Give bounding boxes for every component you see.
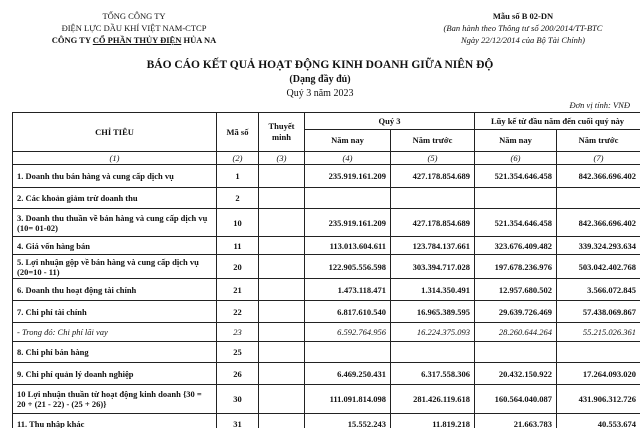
value-ytd-prev-year: 842.366.696.402 [557,165,640,188]
value-ytd-this-year: 521.354.646.458 [475,165,557,188]
row-label: 11. Thu nhập khác [13,414,217,428]
form-regulation-date: Ngày 22/12/2014 của Bộ Tài Chính) [461,35,585,45]
header-quarter-prev-year: Năm trước [391,130,475,152]
report-period: Quý 3 năm 2023 [286,88,354,99]
value-quarter-prev-year [391,342,475,363]
value-ytd-prev-year: 55.215.026.361 [557,323,640,342]
value-quarter-prev-year: 6.317.558.306 [391,363,475,385]
value-quarter-this-year: 235.919.161.209 [305,165,391,188]
row-code: 21 [217,279,259,301]
table-row [13,414,640,428]
value-ytd-prev-year: 17.264.093.020 [557,363,640,385]
row-code: 22 [217,301,259,323]
header-ytd: Lũy kế từ đầu năm đến cuối quý này [475,113,640,130]
value-ytd-prev-year: 503.042.402.768 [557,255,640,279]
value-ytd-prev-year [557,188,640,209]
value-ytd-prev-year: 57.438.069.867 [557,301,640,323]
header-indicator: CHỈ TIÊU [13,113,217,152]
value-ytd-this-year: 20.432.150.922 [475,363,557,385]
value-ytd-this-year: 521.354.646.458 [475,209,557,237]
row-note [259,165,305,188]
value-quarter-prev-year [391,188,475,209]
row-note [259,323,305,342]
row-note [259,414,305,428]
form-code: Mẫu số B 02-DN [492,11,554,21]
header-note: Thuyết minh [259,113,305,152]
value-quarter-prev-year: 1.314.350.491 [391,279,475,301]
value-quarter-prev-year: 123.784.137.661 [391,237,475,255]
row-code: 1 [217,165,259,188]
row-label: - Trong đó: Chi phí lãi vay [13,323,217,342]
value-ytd-this-year: 29.639.726.469 [475,301,557,323]
value-quarter-prev-year: 427.178.854.689 [391,165,475,188]
table-row [13,188,640,209]
company-name-suffix: HỦA NA [181,35,217,45]
value-ytd-this-year [475,342,557,363]
value-quarter-this-year: 6.817.610.540 [305,301,391,323]
header-ytd-this-year: Năm nay [475,130,557,152]
value-quarter-this-year [305,342,391,363]
row-code: 10 [217,209,259,237]
row-code: 2 [217,188,259,209]
table-row [13,342,640,363]
value-ytd-prev-year: 339.324.293.634 [557,237,640,255]
row-label: 6. Doanh thu hoạt động tài chính [13,279,217,301]
header-quarter-this-year: Năm nay [305,130,391,152]
company-name-prefix: CÔNG TY [51,35,93,45]
value-ytd-this-year: 160.564.040.087 [475,385,557,414]
table-row [13,255,640,279]
issuer-header [14,10,254,46]
column-index: (6) [475,152,557,165]
value-ytd-this-year: 28.260.644.264 [475,323,557,342]
column-index-row [13,152,640,165]
row-code: 23 [217,323,259,342]
parent-company-name: ĐIỆN LỰC DẦU KHÍ VIỆT NAM-CTCP [61,23,207,33]
value-ytd-this-year [475,188,557,209]
row-note [259,301,305,323]
column-index: (5) [391,152,475,165]
column-index: (7) [557,152,640,165]
table-row [13,279,640,301]
report-subtitle: (Dạng đầy đủ) [289,74,351,85]
value-ytd-prev-year: 842.366.696.402 [557,209,640,237]
header-code: Mã số [217,113,259,152]
column-index: (3) [259,152,305,165]
value-quarter-this-year: 15.552.243 [305,414,391,428]
row-label: 9. Chi phí quản lý doanh nghiệp [13,363,217,385]
table-row [13,323,640,342]
value-quarter-prev-year: 303.394.717.028 [391,255,475,279]
value-quarter-this-year: 122.905.556.598 [305,255,391,279]
value-quarter-this-year: 235.919.161.209 [305,209,391,237]
row-note [259,188,305,209]
table-row [13,165,640,188]
column-index: (2) [217,152,259,165]
company-name [14,34,254,46]
row-label: 10 Lợi nhuận thuần từ hoạt động kinh doanh {30 = 20 + (21 - 22) - (25 + 26)} [13,385,217,414]
row-note [259,255,305,279]
row-label: 7. Chi phí tài chính [13,301,217,323]
row-code: 31 [217,414,259,428]
value-ytd-prev-year: 3.566.072.845 [557,279,640,301]
value-quarter-this-year: 6.592.764.956 [305,323,391,342]
column-index: (1) [13,152,217,165]
column-index: (4) [305,152,391,165]
value-quarter-prev-year: 281.426.119.618 [391,385,475,414]
table-row [13,237,640,255]
value-ytd-this-year: 12.957.680.502 [475,279,557,301]
value-quarter-this-year: 1.473.118.471 [305,279,391,301]
value-quarter-prev-year: 427.178.854.689 [391,209,475,237]
value-ytd-prev-year [557,342,640,363]
value-ytd-this-year: 323.676.409.482 [475,237,557,255]
income-statement-table [12,112,640,428]
row-label: 8. Chi phí bán hàng [13,342,217,363]
value-quarter-prev-year: 16.965.389.595 [391,301,475,323]
header-ytd-prev-year: Năm trước [557,130,640,152]
header-quarter: Quý 3 [305,113,475,130]
company-name-underlined: CỔ PHẦN THỦY ĐIỆN [92,35,182,45]
value-quarter-this-year: 6.469.250.431 [305,363,391,385]
row-note [259,237,305,255]
row-note [259,342,305,363]
row-code: 30 [217,385,259,414]
row-code: 20 [217,255,259,279]
row-label: 3. Doanh thu thuần về bán hàng và cung cấp dịch vụ (10= 01-02) [13,209,217,237]
parent-company: TỔNG CÔNG TY [102,11,166,21]
table-row [13,209,640,237]
row-label: 1. Doanh thu bán hàng và cung cấp dịch vụ [13,165,217,188]
currency-unit: Đơn vị tính: VNĐ [569,100,630,110]
report-title: BÁO CÁO KẾT QUẢ HOẠT ĐỘNG KINH DOANH GIỮA NIÊN ĐỘ [146,59,494,71]
row-label: 4. Giá vốn hàng bán [13,237,217,255]
value-quarter-this-year: 111.091.814.098 [305,385,391,414]
row-note [259,363,305,385]
row-label: 2. Các khoản giảm trừ doanh thu [13,188,217,209]
value-quarter-prev-year: 16.224.375.093 [391,323,475,342]
value-ytd-this-year: 197.678.236.976 [475,255,557,279]
row-code: 25 [217,342,259,363]
value-ytd-prev-year: 431.906.312.726 [557,385,640,414]
row-note [259,279,305,301]
form-regulation: (Ban hành theo Thông tư số 200/2014/TT-BTC [443,23,603,33]
value-ytd-this-year: 21.663.783 [475,414,557,428]
row-label: 5. Lợi nhuận gộp về bán hàng và cung cấp dịch vụ (20=10 - 11) [13,255,217,279]
value-quarter-this-year: 113.013.604.611 [305,237,391,255]
table-row [13,385,640,414]
value-ytd-prev-year: 40.553.674 [557,414,640,428]
form-header [412,10,634,46]
table-row [13,301,640,323]
row-note [259,385,305,414]
value-quarter-prev-year: 11.819.218 [391,414,475,428]
table-row [13,363,640,385]
row-code: 26 [217,363,259,385]
value-quarter-this-year [305,188,391,209]
row-code: 11 [217,237,259,255]
row-note [259,209,305,237]
